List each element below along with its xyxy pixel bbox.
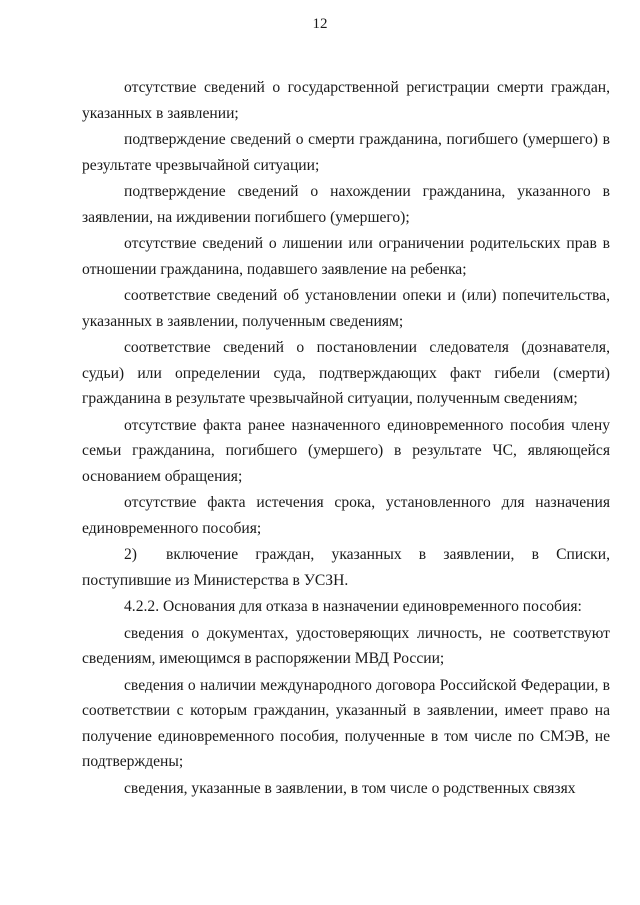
document-body [82, 75, 610, 802]
paragraph-1: отсутствие сведений о государственной регистрации смерти граждан, указанных в заявлении; [82, 79, 610, 122]
paragraph-4: отсутствие сведений о лишении или ограничении родительских прав в отношении гражданина, подавшего заявление на ребенка; [82, 235, 610, 278]
paragraph-6: соответствие сведений о постановлении следователя (дознавателя, судьи) или определении суда, подтверждающих факт гибели (смерти) гражданина в результате чрезвычайной ситуации, полученным сведениям; [82, 339, 610, 407]
item-text: включение граждан, указанных в заявлении, в Списки, поступившие из Министерства в УСЗН. [82, 546, 610, 589]
paragraph-8: отсутствие факта истечения срока, установленного для назначения единовременного пособия; [82, 494, 610, 537]
paragraph-2: подтверждение сведений о смерти гражданина, погибшего (умершего) в результате чрезвычайной ситуации; [82, 131, 610, 174]
paragraph-11: сведения, указанные в заявлении, в том числе о родственных связях [124, 779, 576, 797]
paragraph-9: сведения о документах, удостоверяющих личность, не соответствуют сведениям, имеющимся в распоряжении МВД России; [82, 624, 610, 667]
paragraph-7: отсутствие факта ранее назначенного единовременного пособия члену семьи гражданина, погибшего (умершего) в результате ЧС, являющейся основанием обращения; [82, 416, 610, 485]
paragraph-3: подтверждение сведений о нахождении гражданина, указанного в заявлении, на иждивении погибшего (умершего); [82, 183, 610, 226]
item-number: 2) [124, 546, 137, 563]
section-heading: 4.2.2. Основания для отказа в назначении единовременного пособия: [124, 598, 582, 615]
paragraph-5: соответствие сведений об установлении опеки и (или) попечительства, указанных в заявлении, полученным сведениям; [82, 287, 610, 330]
page-number: 12 [312, 16, 328, 32]
paragraph-10: сведения о наличии международного договора Российской Федерации, в соответствии с которым гражданин, указанный в заявлении, имеет право на получение единовременного пособия, полученные в том числе по СМЭВ, не подтверждены; [82, 676, 610, 770]
numbered-item-2 [82, 542, 610, 593]
